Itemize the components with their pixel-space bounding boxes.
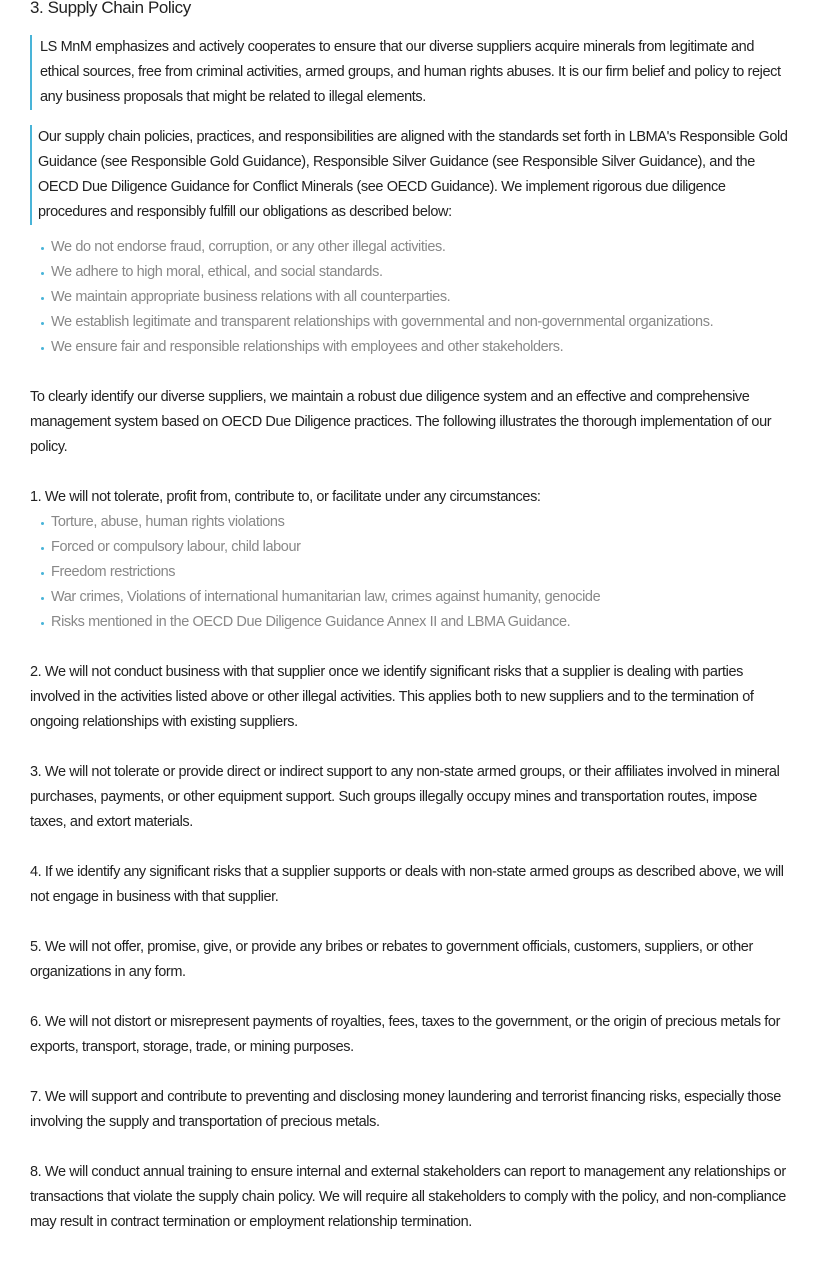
spacer [30, 910, 796, 935]
list-item [40, 585, 796, 610]
policy-1-heading: 1. We will not tolerate, profit from, contribute to, or facilitate under any circumstances: [30, 489, 541, 505]
list-item [40, 285, 796, 310]
policy-item-4: 4. If we identify any significant risks that a supplier supports or deals with non-state armed groups as described above, we will not engage in business with that supplier. [30, 864, 784, 905]
list-item [40, 610, 796, 635]
list-item [40, 560, 796, 585]
bullet-dot-icon [41, 522, 44, 525]
list-item-text: We do not endorse fraud, corruption, or any other illegal activities. [51, 239, 446, 255]
bullet-dot-icon [41, 347, 44, 350]
list-item-text: We adhere to high moral, ethical, and social standards. [51, 264, 383, 280]
spacer [30, 635, 796, 660]
bullet-dot-icon [41, 272, 44, 275]
list-item [40, 235, 796, 260]
list-item-text: Torture, abuse, human rights violations [51, 514, 285, 530]
bullet-dot-icon [41, 247, 44, 250]
bullet-dot-icon [41, 622, 44, 625]
prohibited-activities-list [30, 510, 796, 635]
list-item-text: We ensure fair and responsible relationships with employees and other stakeholders. [51, 339, 564, 355]
policy-item-5: 5. We will not offer, promise, give, or provide any bribes or rebates to government officials, customers, suppliers, or other organizations in any form. [30, 939, 753, 980]
section-title: 3. Supply Chain Policy [30, 0, 191, 17]
standards-quote: Our supply chain policies, practices, and responsibilities are aligned with the standards set forth in LBMA's Responsible Gold Guidance (see Responsible Gold Guidance), Responsible Silver Guidance (see Responsible Silver Guidance), and the OECD Due Diligence Guidance for Conflict Minerals (see OECD Guidance). We implement rigorous due diligence procedures and responsibly fulfill our obligations as described below: [30, 125, 796, 225]
spacer [30, 1135, 796, 1160]
list-item [40, 535, 796, 560]
bullet-dot-icon [41, 322, 44, 325]
spacer [30, 835, 796, 860]
list-item-text: Freedom restrictions [51, 564, 176, 580]
list-item-text: We maintain appropriate business relations with all counterparties. [51, 289, 451, 305]
bullet-dot-icon [41, 547, 44, 550]
list-item [40, 510, 796, 535]
bullet-dot-icon [41, 597, 44, 600]
due-diligence-paragraph: To clearly identify our diverse suppliers, we maintain a robust due diligence system and an effective and comprehensive management system based on OECD Due Diligence practices. The following illustrates the thorough implementation of our policy. [30, 389, 772, 455]
list-item [40, 260, 796, 285]
obligations-list [30, 235, 796, 360]
list-item-text: Risks mentioned in the OECD Due Diligence Guidance Annex II and LBMA Guidance. [51, 614, 571, 630]
spacer [30, 360, 796, 385]
spacer [30, 1060, 796, 1085]
list-item-text: Forced or compulsory labour, child labour [51, 539, 301, 555]
policy-item-3: 3. We will not tolerate or provide direct or indirect support to any non-state armed groups, or their affiliates involved in mineral purchases, payments, or other equipment support. Such groups illegally occupy mines and transportation routes, impose taxes, and extort materials. [30, 764, 780, 830]
bullet-dot-icon [41, 572, 44, 575]
policy-document [30, 0, 796, 1235]
spacer [30, 460, 796, 485]
policy-item-2: 2. We will not conduct business with that supplier once we identify significant risks that a supplier is dealing with parties involved in the activities listed above or other illegal activities. This applies both to new suppliers and to the termination of ongoing relationships with existing suppliers. [30, 664, 754, 730]
list-item [40, 310, 796, 335]
spacer [30, 735, 796, 760]
spacer [30, 985, 796, 1010]
bullet-dot-icon [41, 297, 44, 300]
list-item-text: We establish legitimate and transparent relationships with governmental and non-governmental organizations. [51, 314, 714, 330]
list-item-text: War crimes, Violations of international humanitarian law, crimes against humanity, genocide [51, 589, 601, 605]
policy-item-8: 8. We will conduct annual training to ensure internal and external stakeholders can report to management any relationships or transactions that violate the supply chain policy. We will require all stakeholders to comply with the policy, and non-compliance may result in contract termination or employment relationship termination. [30, 1164, 786, 1230]
policy-item-7: 7. We will support and contribute to preventing and disclosing money laundering and terrorist financing risks, especially those involving the supply and transportation of precious metals. [30, 1089, 781, 1130]
intro-quote: LS MnM emphasizes and actively cooperates to ensure that our diverse suppliers acquire minerals from legitimate and ethical sources, free from criminal activities, armed groups, and human rights abuses. It is our firm belief and policy to reject any business proposals that might be related to illegal elements. [30, 35, 796, 110]
list-item [40, 335, 796, 360]
policy-item-6: 6. We will not distort or misrepresent payments of royalties, fees, taxes to the government, or the origin of precious metals for exports, transport, storage, trade, or mining purposes. [30, 1014, 781, 1055]
